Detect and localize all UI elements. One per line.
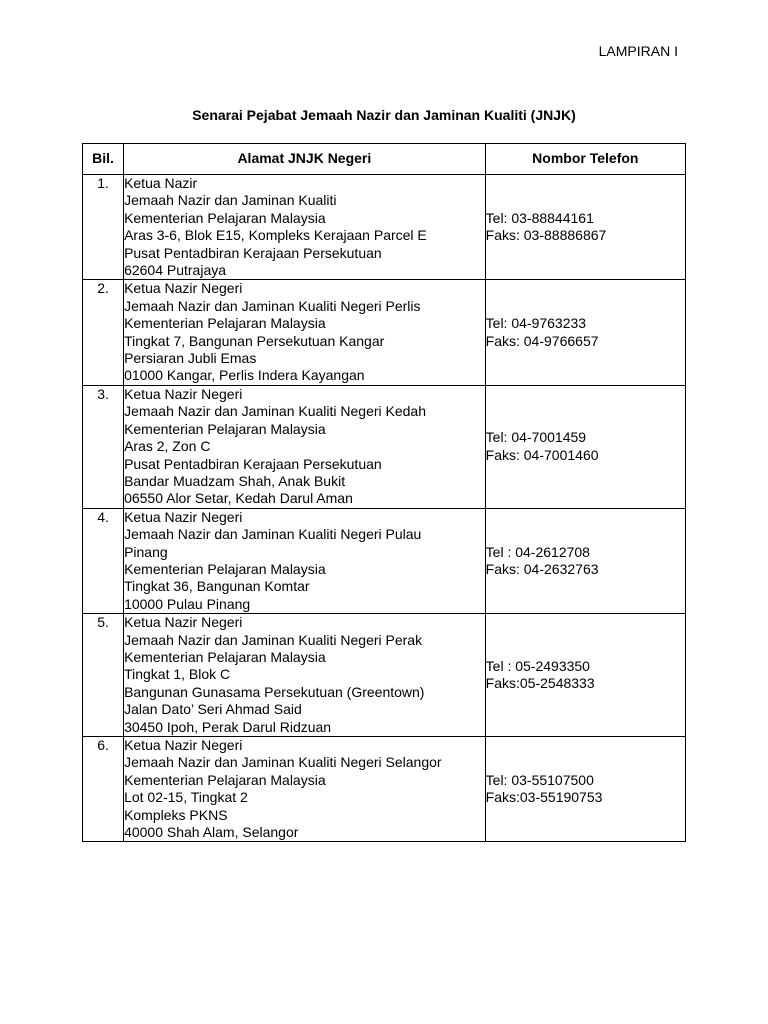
row-number: 1. bbox=[83, 175, 124, 280]
column-header-phone: Nombor Telefon bbox=[485, 144, 685, 175]
address-line: Jemaah Nazir dan Jaminan Kualiti Negeri Selangor bbox=[124, 754, 442, 771]
address-line: Jalan Dato’ Seri Ahmad Said bbox=[124, 701, 302, 718]
row-number: 6. bbox=[83, 737, 124, 842]
address-line: 30450 Ipoh, Perak Darul Ridzuan bbox=[124, 718, 332, 735]
phone-cell bbox=[485, 508, 685, 613]
address-line: Tingkat 36, Bangunan Komtar bbox=[124, 578, 310, 595]
address-line: Ketua Nazir Negeri bbox=[124, 737, 243, 753]
phone-cell bbox=[485, 614, 685, 737]
address-line: Kementerian Pelajaran Malaysia bbox=[124, 420, 326, 437]
address-line: Persiaran Jubli Emas bbox=[124, 350, 257, 367]
address-cell bbox=[124, 385, 486, 508]
address-line: Kementerian Pelajaran Malaysia bbox=[124, 209, 326, 226]
telephone-number: Tel: 03-88844161 bbox=[485, 209, 594, 226]
address-line: Ketua Nazir bbox=[124, 175, 198, 191]
header-row bbox=[83, 144, 686, 175]
address-line: Kementerian Pelajaran Malaysia bbox=[124, 315, 326, 332]
table-row bbox=[83, 280, 686, 385]
address-line: Jemaah Nazir dan Jaminan Kualiti bbox=[124, 192, 337, 209]
fax-number: Faks:05-2548333 bbox=[485, 675, 595, 692]
address-line: Kementerian Pelajaran Malaysia bbox=[124, 771, 326, 788]
address-cell bbox=[124, 175, 486, 280]
document-title: Senarai Pejabat Jemaah Nazir dan Jaminan Kualiti (JNJK) bbox=[192, 107, 576, 123]
telephone-number: Tel : 05-2493350 bbox=[485, 657, 590, 674]
table-body bbox=[83, 175, 686, 842]
address-line: Jemaah Nazir dan Jaminan Kualiti Negeri Perlis bbox=[124, 297, 421, 314]
address-line: Kementerian Pelajaran Malaysia bbox=[124, 648, 326, 665]
telephone-number: Tel : 04-2612708 bbox=[485, 543, 590, 560]
address-line: Tingkat 7, Bangunan Persekutuan Kangar bbox=[124, 332, 385, 349]
table-row bbox=[83, 737, 686, 842]
table-row bbox=[83, 508, 686, 613]
address-line: Pusat Pentadbiran Kerajaan Persekutuan bbox=[124, 455, 382, 472]
table-row bbox=[83, 385, 686, 508]
fax-number: Faks: 04-9766657 bbox=[485, 332, 599, 349]
fax-number: Faks:03-55190753 bbox=[485, 789, 603, 806]
phone-cell bbox=[485, 737, 685, 842]
column-header-address: Alamat JNJK Negeri bbox=[124, 144, 486, 175]
phone-cell bbox=[485, 280, 685, 385]
address-line: Pusat Pentadbiran Kerajaan Persekutuan bbox=[124, 244, 382, 261]
row-number: 3. bbox=[83, 385, 124, 508]
address-cell bbox=[124, 508, 486, 613]
address-line: Aras 2, Zon C bbox=[124, 438, 211, 455]
table-row bbox=[83, 614, 686, 737]
address-line: Jemaah Nazir dan Jaminan Kualiti Negeri Kedah bbox=[124, 403, 427, 420]
address-line: Jemaah Nazir dan Jaminan Kualiti Negeri Pulau bbox=[124, 526, 422, 543]
address-line: Ketua Nazir Negeri bbox=[124, 614, 243, 631]
telephone-number: Tel: 03-55107500 bbox=[485, 771, 594, 788]
address-line: 40000 Shah Alam, Selangor bbox=[124, 824, 299, 841]
address-cell bbox=[124, 737, 486, 842]
address-line: 06550 Alor Setar, Kedah Darul Aman bbox=[124, 490, 353, 507]
phone-cell bbox=[485, 385, 685, 508]
address-line: Lot 02-15, Tingkat 2 bbox=[124, 789, 248, 806]
address-line: Aras 3-6, Blok E15, Kompleks Kerajaan Parcel E bbox=[124, 227, 427, 244]
column-header-number: Bil. bbox=[83, 144, 124, 175]
fax-number: Faks: 04-2632763 bbox=[485, 560, 599, 577]
address-line: Pinang bbox=[124, 543, 168, 560]
table-row bbox=[83, 175, 686, 280]
telephone-number: Tel: 04-7001459 bbox=[485, 429, 587, 446]
address-line: Bandar Muadzam Shah, Anak Bukit bbox=[124, 472, 346, 489]
row-number: 5. bbox=[83, 614, 124, 737]
address-cell bbox=[124, 280, 486, 385]
address-line: Ketua Nazir Negeri bbox=[124, 385, 243, 402]
appendix-label: LAMPIRAN I bbox=[598, 43, 678, 59]
address-line: Kompleks PKNS bbox=[124, 806, 228, 823]
address-line: Ketua Nazir Negeri bbox=[124, 280, 243, 297]
fax-number: Faks: 04-7001460 bbox=[485, 446, 599, 463]
office-table bbox=[82, 143, 686, 842]
address-line: 62604 Putrajaya bbox=[124, 262, 227, 279]
phone-cell bbox=[485, 175, 685, 280]
address-line: Tingkat 1, Blok C bbox=[124, 666, 231, 683]
row-number: 2. bbox=[83, 280, 124, 385]
address-line: 10000 Pulau Pinang bbox=[124, 595, 251, 612]
row-number: 4. bbox=[83, 508, 124, 613]
address-line: 01000 Kangar, Perlis Indera Kayangan bbox=[124, 367, 365, 384]
address-line: Jemaah Nazir dan Jaminan Kualiti Negeri Perak bbox=[124, 631, 423, 648]
address-line: Kementerian Pelajaran Malaysia bbox=[124, 560, 326, 577]
table-header bbox=[83, 144, 686, 175]
address-cell bbox=[124, 614, 486, 737]
telephone-number: Tel: 04-9763233 bbox=[485, 315, 587, 332]
fax-number: Faks: 03-88886867 bbox=[485, 227, 607, 244]
address-line: Ketua Nazir Negeri bbox=[124, 508, 243, 525]
address-line: Bangunan Gunasama Persekutuan (Greentown) bbox=[124, 683, 425, 700]
